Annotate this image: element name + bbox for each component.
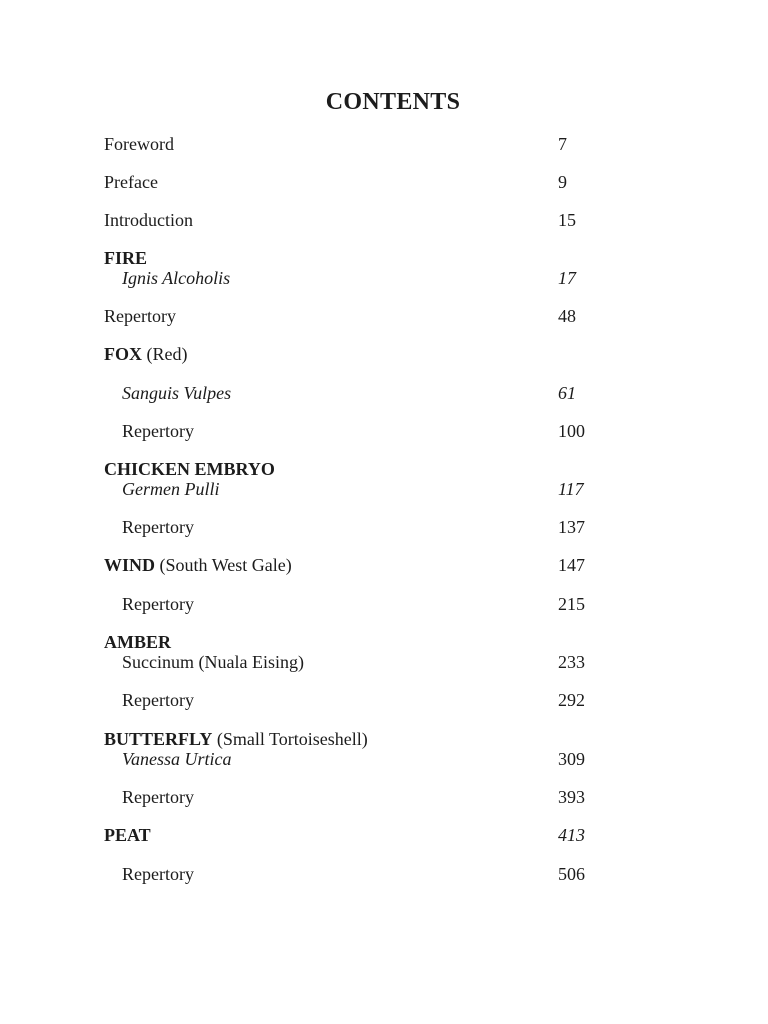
entry-title: Introduction — [104, 210, 193, 230]
entry-page-number: 393 — [558, 787, 585, 807]
entry-page-number: 9 — [558, 172, 567, 192]
remedy-name: Germen Pulli — [122, 479, 220, 499]
toc-entry-wind — [104, 555, 604, 575]
toc-entry-peat-repertory — [104, 864, 604, 884]
section-title: CHICKEN EMBRYO — [104, 459, 275, 479]
toc-entry-fire — [104, 248, 604, 288]
section-title: WIND — [104, 555, 156, 575]
entry-title: Repertory — [122, 421, 194, 441]
toc-entry-chicken-embryo — [104, 459, 604, 499]
section-title: FOX — [104, 344, 142, 364]
entry-page-number: 48 — [558, 306, 576, 326]
toc-entry-butterfly — [104, 729, 604, 769]
remedy-name: Sanguis Vulpes — [122, 383, 232, 403]
entry-title: Repertory — [122, 594, 194, 614]
toc-entry-wind-repertory — [104, 594, 604, 614]
toc-entry-amber — [104, 632, 604, 672]
toc-entry-introduction — [104, 210, 604, 230]
entry-title: Repertory — [122, 517, 194, 537]
entry-page-number: 17 — [558, 268, 576, 288]
entry-page-number: 309 — [558, 749, 585, 769]
entry-page-number: 215 — [558, 594, 585, 614]
toc-entry-butterfly-repertory — [104, 787, 604, 807]
section-qualifier: (South West Gale) — [159, 555, 292, 575]
section-title: BUTTERFLY — [104, 729, 213, 749]
entry-title: Repertory — [104, 306, 176, 326]
entry-page-number: 506 — [558, 864, 585, 884]
page-title: CONTENTS — [325, 89, 461, 115]
toc-entry-chicken-repertory — [104, 517, 604, 537]
section-title: FIRE — [104, 248, 148, 268]
toc-entry-foreword — [104, 134, 604, 154]
entry-page-number: 413 — [558, 825, 585, 845]
toc-entry-amber-repertory — [104, 690, 604, 710]
entry-page-number: 7 — [558, 134, 567, 154]
remedy-name: Succinum (Nuala Eising) — [122, 652, 304, 672]
toc-entry-fox-remedy — [104, 383, 604, 403]
toc-entry-peat — [104, 825, 604, 845]
toc-entry-fire-repertory — [104, 306, 604, 326]
entry-title: Repertory — [122, 787, 194, 807]
section-qualifier: (Small Tortoiseshell) — [216, 729, 368, 749]
entry-page-number: 233 — [558, 652, 585, 672]
entry-page-number: 15 — [558, 210, 576, 230]
entry-page-number: 61 — [558, 383, 576, 403]
toc-entry-fox — [104, 344, 604, 364]
section-title: AMBER — [104, 632, 171, 652]
entry-title: Foreword — [104, 134, 174, 154]
entry-page-number: 117 — [558, 479, 584, 499]
entry-page-number: 137 — [558, 517, 585, 537]
entry-page-number: 100 — [558, 421, 585, 441]
entry-title: Repertory — [122, 690, 194, 710]
remedy-name: Vanessa Urtica — [122, 749, 232, 769]
toc-entry-preface — [104, 172, 604, 192]
toc-entry-fox-repertory — [104, 421, 604, 441]
entry-page-number: 147 — [558, 555, 585, 575]
section-title: PEAT — [104, 825, 151, 845]
entry-page-number: 292 — [558, 690, 585, 710]
entry-title: Preface — [104, 172, 158, 192]
entry-title: Repertory — [122, 864, 194, 884]
remedy-name: Ignis Alcoholis — [122, 268, 231, 288]
section-qualifier: (Red) — [146, 344, 188, 364]
